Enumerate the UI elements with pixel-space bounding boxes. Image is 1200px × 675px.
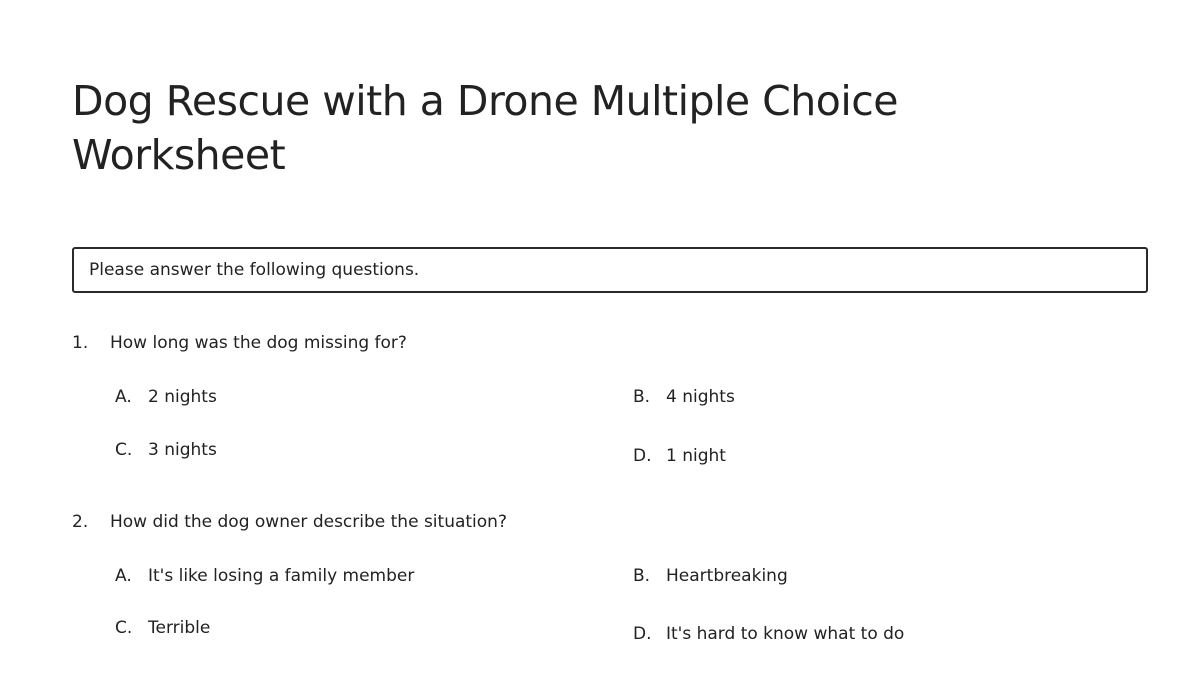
instructions-box [72,247,1148,293]
option-letter: D. [633,446,652,466]
option-letter: C. [115,440,133,460]
question-text: How long was the dog missing for? [110,333,407,353]
question-1-option-c[interactable] [115,440,217,460]
question-text: How did the dog owner describe the situation? [110,512,507,532]
instructions-text: Please answer the following questions. [89,260,420,280]
option-text: 3 nights [148,440,217,460]
question-2-option-b[interactable] [633,566,788,586]
question-number: 1. [72,333,89,353]
option-letter: D. [633,624,652,644]
option-letter: B. [633,566,651,586]
option-text: It's like losing a family member [148,566,415,586]
option-letter: B. [633,387,651,407]
option-text: 4 nights [666,387,735,407]
question-2-option-a[interactable] [115,566,414,586]
option-text: It's hard to know what to do [666,624,905,644]
option-text: Heartbreaking [666,566,788,586]
option-text: Terrible [148,618,211,638]
option-letter: C. [115,618,133,638]
option-text: 1 night [666,446,726,466]
question-1-option-d[interactable] [633,446,726,466]
question-1 [72,333,407,353]
question-1-option-a[interactable] [115,387,217,407]
option-letter: A. [115,387,132,407]
option-text: 2 nights [148,387,217,407]
question-2 [72,512,507,532]
question-1-option-b[interactable] [633,387,735,407]
worksheet-title: Dog Rescue with a Drone Multiple Choice Worksheet [72,77,899,179]
option-letter: A. [115,566,132,586]
question-number: 2. [72,512,89,532]
question-2-option-c[interactable] [115,618,210,638]
question-2-option-d[interactable] [633,624,904,644]
